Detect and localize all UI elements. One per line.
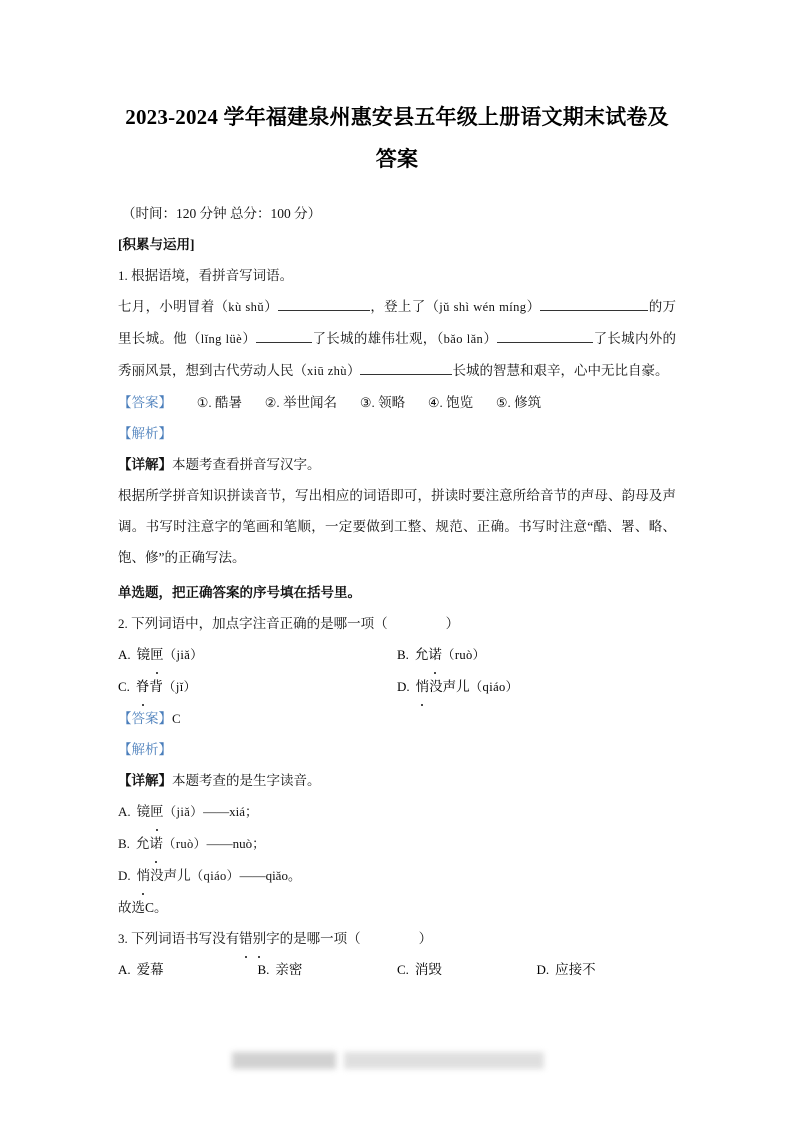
exam-info	[118, 198, 676, 229]
question-2-prompt	[118, 608, 676, 639]
question-2-analysis-row	[118, 734, 676, 765]
question-2-correction-b	[118, 828, 676, 860]
answer-value: C	[172, 711, 181, 726]
multiple-choice-heading: 单选题，把正确答案的序号填在括号里。	[118, 585, 361, 600]
question-1-analysis-row	[118, 418, 676, 449]
correction-dotted-char: 诺	[149, 828, 163, 859]
question-2-conclusion: 故选C。	[118, 900, 168, 915]
question-2-correction-d	[118, 860, 676, 892]
question-1-answer-row	[118, 387, 676, 418]
section-heading	[118, 229, 676, 260]
option-text: 爱幕	[136, 962, 164, 977]
answer-item	[265, 395, 337, 410]
question-3-option-c[interactable]	[397, 954, 537, 985]
answer-item-text: 举世闻名	[283, 395, 338, 410]
correction-pre: 允	[135, 836, 150, 851]
correction-arrow: ——	[203, 804, 230, 819]
q1-text-5: 的万里长城。他（	[118, 299, 677, 346]
q1-pinyin-2: jǔ shì wén míng	[439, 300, 527, 314]
question-1-detail-body: 根据所学拼音知识拼读音节，写出相应的词语即可，拼读时要注意所给音节的声母、韵母及声调。书写时注意字的笔画和笔顺，一定要做到工整、规范、正确。书写时注意“酷、署、略、饱、修”的正确写法。	[118, 488, 676, 565]
q1-text-8: ）	[483, 331, 498, 346]
answer-item-text: 领略	[378, 395, 406, 410]
option-dotted-char: 诺	[428, 639, 442, 670]
q1-pinyin-1: kù shǔ	[228, 300, 264, 314]
option-post: 没声儿	[429, 679, 470, 694]
detail-label: 【详解】	[118, 457, 172, 472]
page-title: 2023-2024 学年福建泉州惠安县五年级上册语文期末试卷及答案	[125, 105, 669, 171]
redaction-block	[344, 1052, 544, 1069]
question-2-correction-a	[118, 796, 676, 828]
q1-text-10: ）	[346, 363, 361, 378]
question-2-options-row-2	[118, 671, 676, 703]
question-2-option-d[interactable]	[397, 671, 676, 703]
option-label: B.	[257, 962, 270, 977]
redaction-block	[232, 1052, 336, 1069]
q1-pinyin-3: lǐng lüè	[200, 332, 243, 346]
option-pinyin: （jiǎ）	[163, 648, 204, 662]
q1-text-4: ）	[526, 299, 541, 314]
answer-item-number: ①.	[196, 395, 212, 410]
question-3-number: 3.	[118, 931, 128, 946]
q1-blank-5[interactable]	[360, 361, 452, 375]
question-2-option-b[interactable]	[397, 639, 676, 671]
q1-blank-1[interactable]	[278, 297, 370, 311]
option-pre: 镜	[136, 647, 151, 662]
correction-correct: qiǎo。	[265, 868, 301, 883]
question-2-options-row-1	[118, 639, 676, 671]
q1-text-7: 了长城的雄伟壮观，（	[312, 331, 444, 346]
exam-info-text: （时间：120 分钟 总分：100 分）	[122, 206, 322, 221]
correction-post: 没声儿	[150, 868, 191, 883]
option-dotted-char: 脊	[136, 671, 150, 702]
analysis-label: 【解析】	[118, 426, 172, 441]
answer-item	[360, 395, 405, 410]
question-2-number: 2.	[118, 616, 128, 631]
question-2-prompt-close: ）	[445, 616, 460, 631]
q1-pinyin-5: xiū zhù	[307, 364, 347, 378]
option-pinyin: （ruò）	[441, 648, 486, 662]
correction-dotted-char: 悄	[137, 860, 151, 891]
correction-pinyin: （qiáo）	[190, 869, 240, 883]
correction-arrow: ——	[239, 868, 266, 883]
option-dotted-char: 匣	[150, 639, 164, 670]
correction-pinyin: （jiǎ）	[163, 805, 204, 819]
q1-blank-3[interactable]	[256, 329, 312, 343]
question-3-option-b[interactable]	[258, 954, 398, 985]
correction-correct: nuò；	[232, 836, 266, 851]
answer-item-text: 修筑	[514, 395, 542, 410]
question-1-detail-first	[118, 449, 676, 480]
option-label: D.	[536, 962, 550, 977]
question-1-number: 1.	[118, 268, 128, 283]
correction-correct: xiá；	[229, 804, 259, 819]
answer-item-number: ③.	[359, 395, 375, 410]
option-label: B.	[397, 647, 409, 662]
answer-item	[428, 395, 473, 410]
question-3-dotted-char-1: 错	[239, 923, 253, 954]
question-2-option-a[interactable]	[118, 639, 397, 671]
detail-first-text: 本题考查的是生字读音。	[172, 773, 321, 788]
option-text: 应接不	[555, 962, 596, 977]
answer-item-text: 酷暑	[215, 395, 243, 410]
answer-item	[496, 395, 541, 410]
question-3-prompt	[118, 923, 676, 954]
analysis-label: 【解析】	[118, 742, 172, 757]
answer-item-number: ⑤.	[495, 395, 511, 410]
question-3-dotted-char-2: 别	[253, 923, 267, 954]
option-pinyin: （jǐ）	[162, 680, 197, 694]
q1-pinyin-4: bǎo lǎn	[443, 332, 484, 346]
detail-label: 【详解】	[118, 773, 172, 788]
question-1-body	[118, 291, 676, 387]
question-1-prompt	[118, 260, 676, 291]
q1-blank-2[interactable]	[540, 297, 648, 311]
option-label: C.	[118, 679, 130, 694]
q1-text-11: 长城的智慧和艰辛，心中无比自豪。	[452, 363, 669, 378]
q1-blank-4[interactable]	[497, 329, 593, 343]
answer-item	[197, 395, 242, 410]
option-text: 消毁	[414, 962, 442, 977]
correction-pre: 镜	[136, 804, 151, 819]
option-label: A.	[118, 647, 131, 662]
correction-label: D.	[118, 868, 131, 883]
option-post: 背	[149, 679, 163, 694]
detail-first-text: 本题考查看拼音写汉字。	[172, 457, 321, 472]
question-3-prompt-post: 字的是哪一项（	[266, 931, 361, 946]
answer-item-number: ④.	[427, 395, 443, 410]
answer-item-number: ②.	[264, 395, 280, 410]
option-text: 亲密	[275, 962, 303, 977]
question-2-detail-first	[118, 765, 676, 796]
answer-label: 【答案】	[118, 395, 172, 410]
answer-item-text: 饱览	[446, 395, 474, 410]
question-1-prompt-text: 根据语境，看拼音写词语。	[131, 268, 294, 283]
question-3-option-d[interactable]	[537, 954, 677, 985]
q1-text-6: ）	[242, 331, 257, 346]
footer-watermark-redaction	[232, 1052, 552, 1069]
q1-text-2: ）	[263, 299, 279, 314]
question-2-answer-row	[118, 703, 676, 734]
q1-text-1: 七月，小明冒着（	[118, 299, 229, 314]
option-label: A.	[118, 962, 131, 977]
correction-label: B.	[118, 836, 130, 851]
question-2-option-c[interactable]	[118, 671, 397, 703]
option-pinyin: （qiáo）	[469, 680, 519, 694]
question-2-prompt-text: 下列词语中，加点字注音正确的是哪一项（	[131, 616, 388, 631]
question-3-prompt-close: ）	[418, 931, 433, 946]
q1-text-3: ，登上了（	[370, 299, 440, 314]
option-label: C.	[397, 962, 409, 977]
option-dotted-char: 悄	[416, 671, 430, 702]
option-label: D.	[397, 679, 410, 694]
question-3-option-a[interactable]	[118, 954, 258, 985]
answer-label: 【答案】	[118, 711, 172, 726]
option-pre: 允	[414, 647, 429, 662]
correction-arrow: ——	[206, 836, 233, 851]
correction-label: A.	[118, 804, 131, 819]
correction-pinyin: （ruò）	[162, 837, 207, 851]
correction-dotted-char: 匣	[150, 796, 164, 827]
question-3-options-row	[118, 954, 676, 985]
document-content	[118, 96, 676, 985]
section-heading-text: [积累与运用]	[118, 237, 195, 252]
q1-text-9: 了长城内外的秀丽风景，想到古代劳动人民（	[118, 331, 677, 378]
question-3-prompt-pre: 下列词语书写没有	[131, 931, 240, 946]
